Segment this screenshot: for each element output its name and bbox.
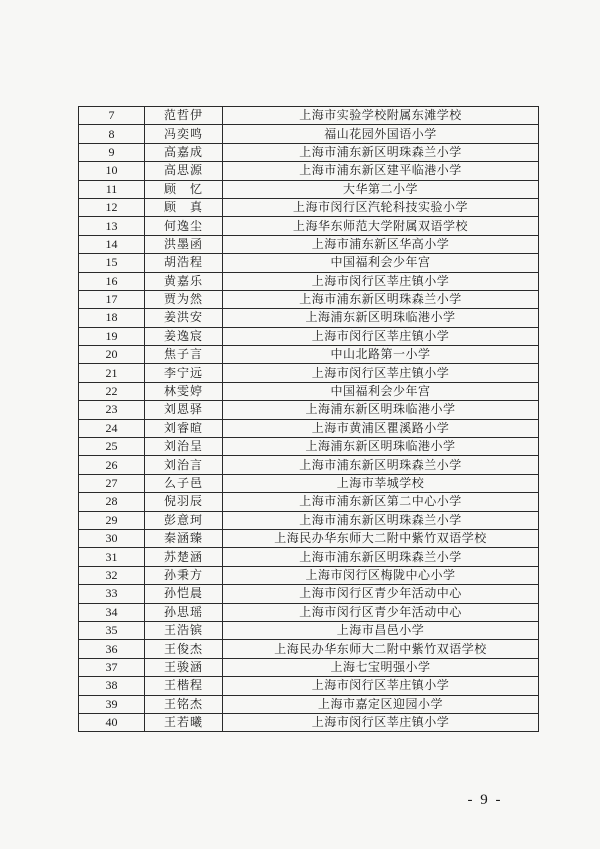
row-number: 25 [79,438,145,456]
table-row [79,125,539,143]
school-name: 大华第二小学 [223,180,539,198]
table-row [79,401,539,419]
student-name: 李宁远 [145,364,223,382]
row-number: 38 [79,677,145,695]
school-name: 上海市闵行区梅陇中心小学 [223,566,539,584]
table-row [79,548,539,566]
table-row [79,235,539,253]
student-name: 王骏涵 [145,658,223,676]
table-row [79,438,539,456]
row-number: 28 [79,493,145,511]
school-name: 上海民办华东师大二附中紫竹双语学校 [223,640,539,658]
row-number: 36 [79,640,145,658]
school-name: 上海市浦东新区明珠森兰小学 [223,143,539,161]
row-number: 10 [79,162,145,180]
table-row [79,529,539,547]
table-row [79,346,539,364]
table-row [79,272,539,290]
row-number: 24 [79,419,145,437]
student-name: 王浩镔 [145,621,223,639]
school-name: 上海市嘉定区迎园小学 [223,695,539,713]
row-number: 17 [79,290,145,308]
student-name: 何逸尘 [145,217,223,235]
row-number: 14 [79,235,145,253]
school-name: 上海市浦东新区明珠森兰小学 [223,290,539,308]
student-name: 洪墨函 [145,235,223,253]
row-number: 40 [79,713,145,731]
school-name: 中国福利会少年宫 [223,254,539,272]
school-name: 上海市浦东新区明珠森兰小学 [223,548,539,566]
table-row [79,254,539,272]
row-number: 11 [79,180,145,198]
row-number: 27 [79,474,145,492]
table-row [79,640,539,658]
student-name: 苏楚涵 [145,548,223,566]
row-number: 15 [79,254,145,272]
school-name: 上海市浦东新区明珠森兰小学 [223,456,539,474]
student-name: 刘治呈 [145,438,223,456]
row-number: 31 [79,548,145,566]
school-name: 上海市闵行区青少年活动中心 [223,585,539,603]
student-name: 胡浩程 [145,254,223,272]
table-row [79,180,539,198]
student-name: 秦涵臻 [145,529,223,547]
school-name: 上海市黄浦区瞿溪路小学 [223,419,539,437]
school-name: 上海市闵行区莘庄镇小学 [223,272,539,290]
table-row [79,621,539,639]
page-number: - 9 - [467,792,503,808]
school-name: 上海七宝明强小学 [223,658,539,676]
student-name: 彭意珂 [145,511,223,529]
table-row [79,695,539,713]
table-row [79,309,539,327]
row-number: 9 [79,143,145,161]
school-name: 上海市实验学校附属东滩学校 [223,107,539,125]
school-name: 上海华东师范大学附属双语学校 [223,217,539,235]
student-name: 冯奕鸣 [145,125,223,143]
student-name: 范哲伊 [145,107,223,125]
row-number: 12 [79,198,145,216]
student-name: 林雯婷 [145,382,223,400]
row-number: 19 [79,327,145,345]
student-name: 王楷程 [145,677,223,695]
row-number: 20 [79,346,145,364]
student-name: 黄嘉乐 [145,272,223,290]
student-name: 贾为然 [145,290,223,308]
student-name: 孙恺晨 [145,585,223,603]
row-number: 7 [79,107,145,125]
school-name: 上海浦东新区明珠临港小学 [223,438,539,456]
school-name: 中山北路第一小学 [223,346,539,364]
school-name: 中国福利会少年宫 [223,382,539,400]
student-name: 焦子言 [145,346,223,364]
school-name: 上海市闵行区莘庄镇小学 [223,364,539,382]
row-number: 13 [79,217,145,235]
table-row [79,143,539,161]
table-row [79,493,539,511]
roster-table-body [79,107,539,732]
table-row [79,713,539,731]
table-row [79,603,539,621]
school-name: 上海市浦东新区明珠森兰小学 [223,511,539,529]
school-name: 上海市昌邑小学 [223,621,539,639]
table-row [79,364,539,382]
student-name: 王若曦 [145,713,223,731]
table-row [79,217,539,235]
school-name: 上海市闵行区莘庄镇小学 [223,677,539,695]
student-name: 姜逸宸 [145,327,223,345]
table-row [79,474,539,492]
school-name: 上海市闵行区青少年活动中心 [223,603,539,621]
row-number: 39 [79,695,145,713]
row-number: 34 [79,603,145,621]
row-number: 22 [79,382,145,400]
student-name: 倪羽辰 [145,493,223,511]
row-number: 29 [79,511,145,529]
row-number: 35 [79,621,145,639]
row-number: 21 [79,364,145,382]
student-name: 顾 忆 [145,180,223,198]
table-row [79,658,539,676]
row-number: 32 [79,566,145,584]
row-number: 33 [79,585,145,603]
table-row [79,107,539,125]
student-name: 么子邑 [145,474,223,492]
school-name: 上海市浦东新区华高小学 [223,235,539,253]
table-row [79,198,539,216]
row-number: 23 [79,401,145,419]
school-name: 上海浦东新区明珠临港小学 [223,309,539,327]
row-number: 26 [79,456,145,474]
row-number: 8 [79,125,145,143]
table-row [79,677,539,695]
table-row [79,162,539,180]
school-name: 上海市闵行区汽轮科技实验小学 [223,198,539,216]
student-name: 刘睿暄 [145,419,223,437]
school-name: 上海市莘城学校 [223,474,539,492]
student-name: 顾 真 [145,198,223,216]
student-name: 刘恩驿 [145,401,223,419]
table-row [79,290,539,308]
school-name: 上海市浦东新区建平临港小学 [223,162,539,180]
school-name: 上海浦东新区明珠临港小学 [223,401,539,419]
school-name: 上海市闵行区莘庄镇小学 [223,327,539,345]
table-row [79,511,539,529]
row-number: 30 [79,529,145,547]
row-number: 16 [79,272,145,290]
school-name: 上海市闵行区莘庄镇小学 [223,713,539,731]
table-row [79,419,539,437]
school-name: 上海市浦东新区第二中心小学 [223,493,539,511]
school-name: 上海民办华东师大二附中紫竹双语学校 [223,529,539,547]
student-name: 王铭杰 [145,695,223,713]
table-row [79,566,539,584]
table-row [79,327,539,345]
school-name: 福山花园外国语小学 [223,125,539,143]
table-row [79,585,539,603]
student-name: 姜洪安 [145,309,223,327]
roster-table [78,106,539,732]
student-name: 刘治言 [145,456,223,474]
student-name: 高思源 [145,162,223,180]
table-row [79,456,539,474]
student-name: 孙秉方 [145,566,223,584]
student-name: 孙思瑶 [145,603,223,621]
row-number: 37 [79,658,145,676]
student-name: 王俊杰 [145,640,223,658]
row-number: 18 [79,309,145,327]
student-name: 高嘉成 [145,143,223,161]
table-row [79,382,539,400]
